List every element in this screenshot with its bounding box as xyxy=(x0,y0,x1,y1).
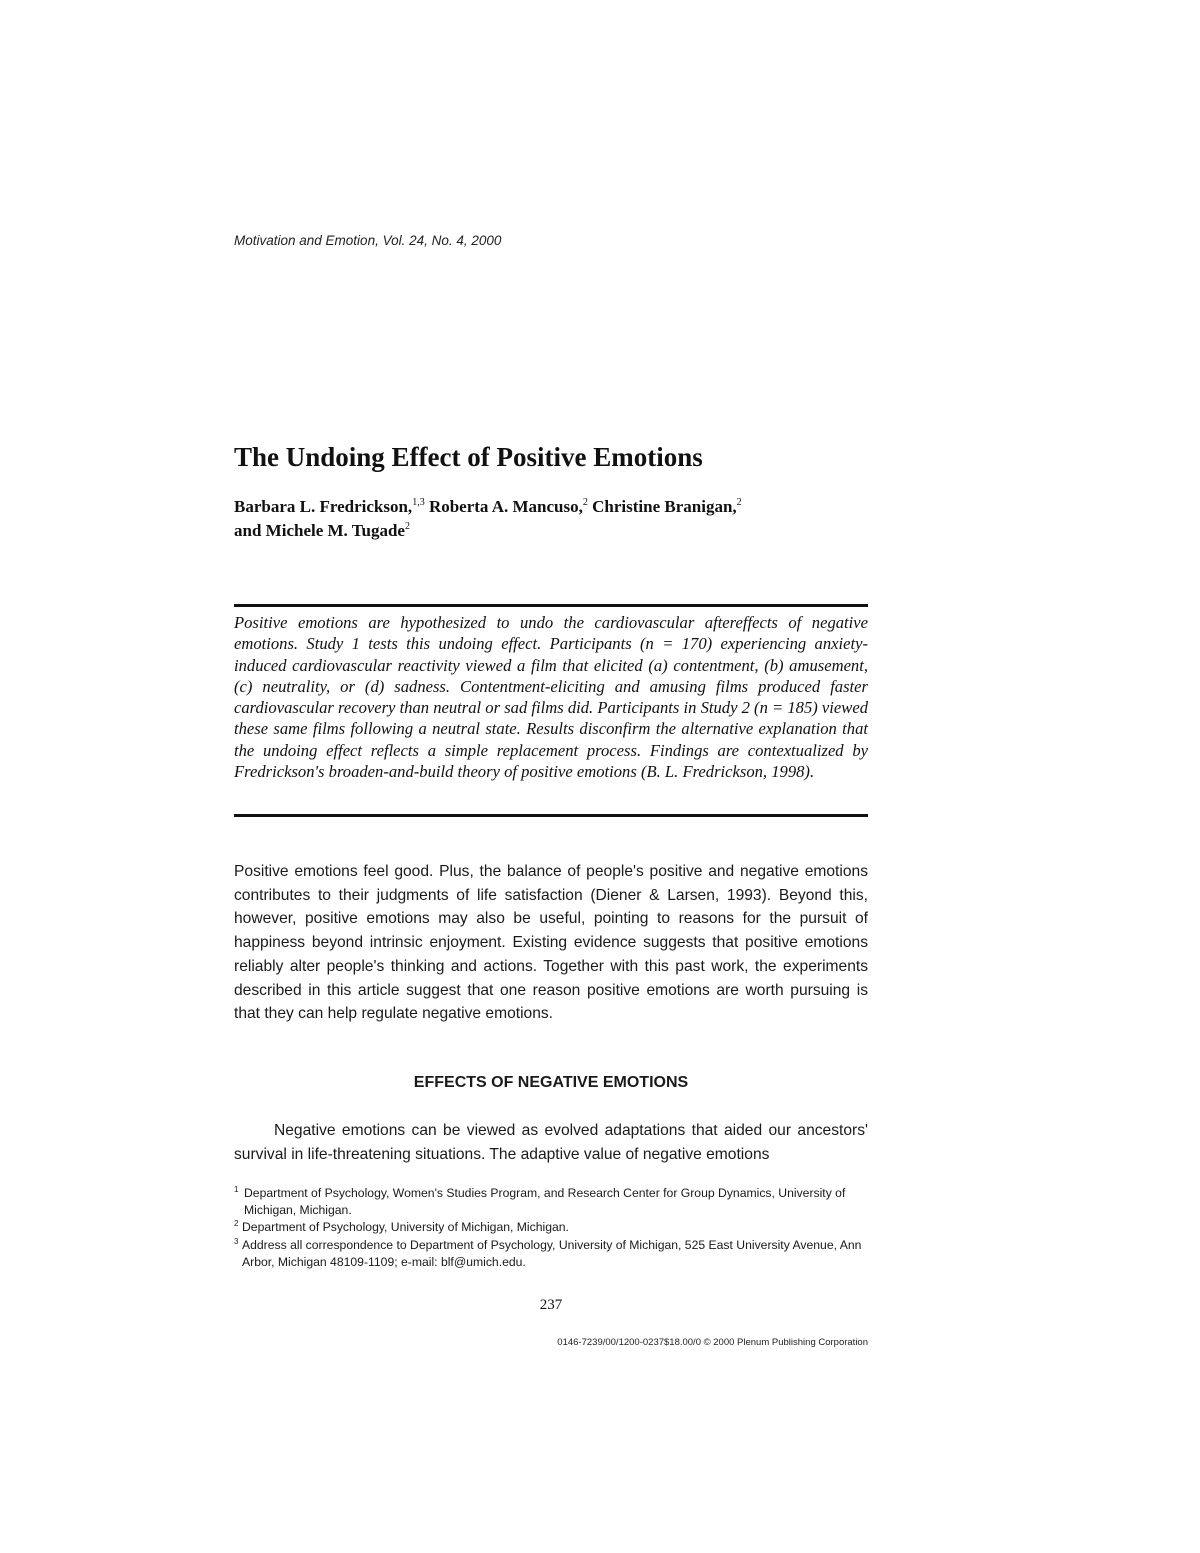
footnote xyxy=(234,1219,874,1236)
intro-paragraph: Positive emotions feel good. Plus, the balance of people's positive and negative emotions contributes to their judgments of life satisfaction (Diener & Larsen, 1993). Beyond this, however, positive emotions may also be useful, pointing to reasons for the pursuit of happiness beyond intrinsic enjoyment. Existing evidence suggests that positive emotions reliably alter people's thinking and actions. Together with this past work, the experiments described in this article suggest that one reason positive emotions are worth pursuing is that they can help regulate negative emotions. xyxy=(234,863,868,1023)
section-heading: EFFECTS OF NEGATIVE EMOTIONS xyxy=(413,1074,689,1091)
abstract-bottom-rule xyxy=(234,814,868,817)
author-affiliation-marker: 1,3 xyxy=(412,497,425,508)
footnote-number: 3 xyxy=(234,1236,239,1246)
author-connector: and xyxy=(234,521,262,540)
journal-citation: Motivation and Emotion, Vol. 24, No. 4, 2000 xyxy=(234,233,502,248)
author-name: Roberta A. Mancuso, xyxy=(428,497,583,516)
abstract-top-rule xyxy=(234,604,868,607)
page-number: 237 xyxy=(539,1297,563,1313)
author-name: Barbara L. Fredrickson, xyxy=(234,497,413,516)
author-affiliation-marker: 2 xyxy=(404,521,410,532)
copyright-line: 0146-7239/00/1200-0237$18.00/0 © 2000 Plenum Publishing Corporation xyxy=(557,1337,868,1348)
footnote-number: 1 xyxy=(234,1185,239,1194)
author-name: Michele M. Tugade xyxy=(265,521,405,540)
author-list xyxy=(234,495,874,543)
footnote-text: Address all correspondence to Department of Psychology, University of Michigan, 525 East University Avenue, Ann Arbor, Michigan 48109-1109; e-mail: blf@umich.edu. xyxy=(242,1237,862,1269)
section-paragraph: Negative emotions can be viewed as evolved adaptations that aided our ancestors' survival in life-threatening situations. The adaptive value of negative emotions xyxy=(234,1122,868,1163)
author-affiliation-marker: 2 xyxy=(736,497,742,508)
footnote-text: Department of Psychology, University of Michigan, Michigan. xyxy=(242,1220,569,1235)
footnote xyxy=(234,1237,874,1271)
footnote-text: Department of Psychology, Women's Studies Program, and Research Center for Group Dynamics, University of Michigan, Michigan. xyxy=(244,1186,846,1218)
footnote-number: 2 xyxy=(234,1219,239,1229)
author-name: Christine Branigan, xyxy=(592,497,737,516)
author-affiliation-marker: 2 xyxy=(582,497,588,508)
footnote xyxy=(234,1185,874,1219)
article-title: The Undoing Effect of Positive Emotions xyxy=(234,442,703,472)
footnotes xyxy=(234,1185,874,1271)
abstract: Positive emotions are hypothesized to undo the cardiovascular aftereffects of negative emotions. Study 1 tests this undoing effect. Participants (n = 170) experiencing anxiety-induced cardiovascular reactivity viewed a film that elicited (a) contentment, (b) amusement, (c) neutrality, or (d) sadness. Contentment-eliciting and amusing films produced faster cardiovascular recovery than neutral or sad films did. Participants in Study 2 (n = 185) viewed these same films following a neutral state. Results disconfirm the alternative explanation that the undoing effect reflects a simple replacement process. Findings are contextualized by Fredrickson's broaden-and-build theory of positive emotions (B. L. Fredrickson, 1998). xyxy=(234,613,868,782)
